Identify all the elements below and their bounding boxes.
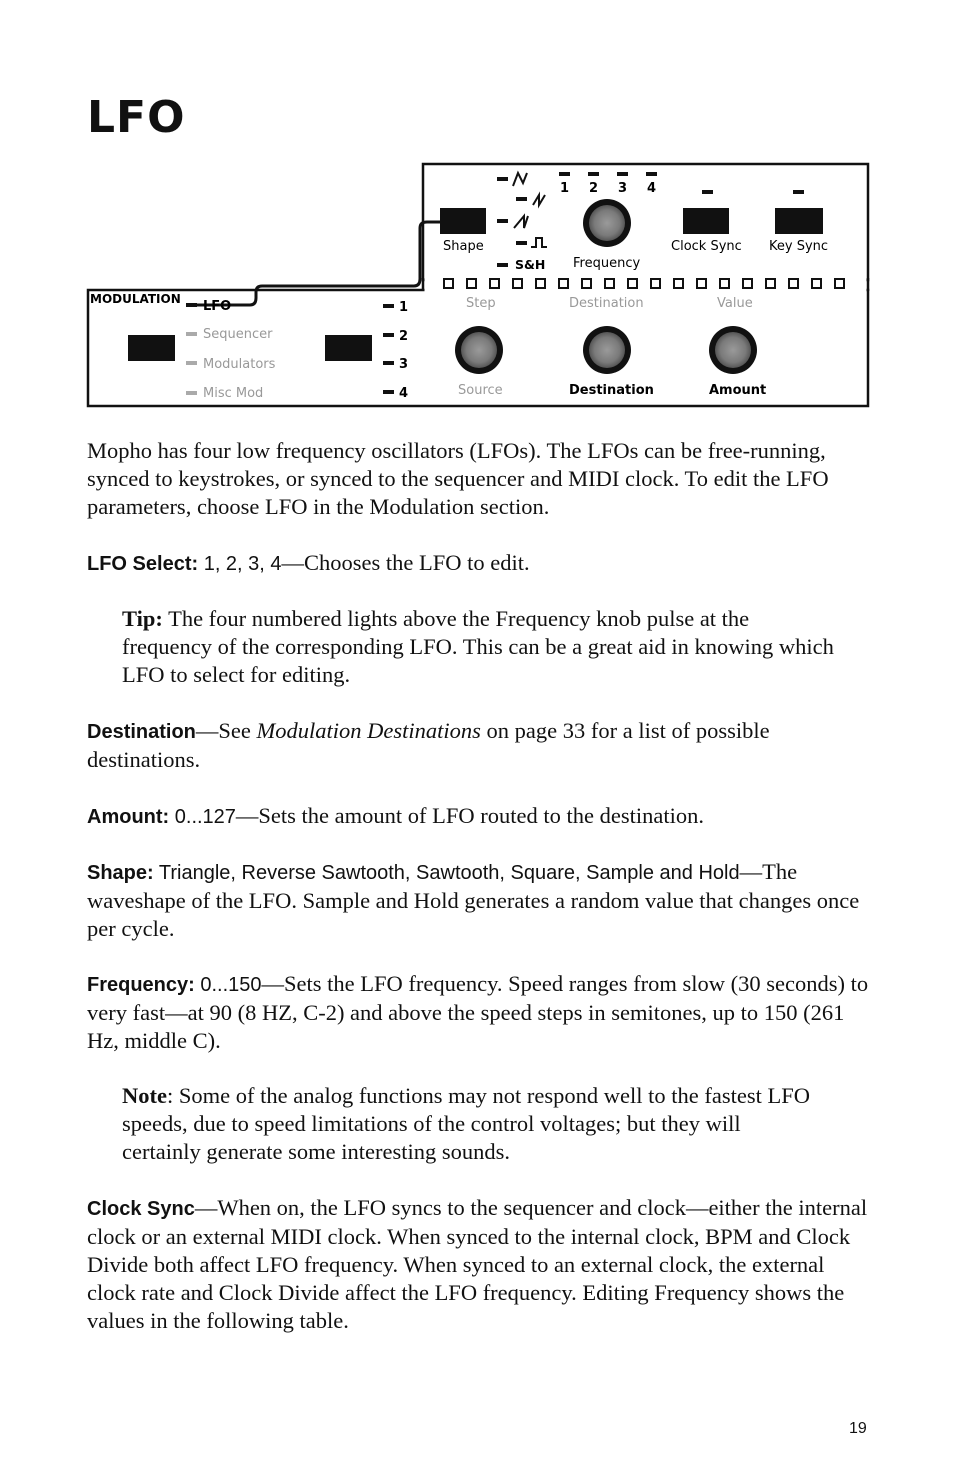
page-title: LFO bbox=[87, 92, 186, 143]
intro-paragraph: Mopho has four low frequency oscillators (LFOs). The LFOs can be free-running, synced to keystrokes, or synced to the sequencer and MIDI clock. To edit the LFO parameters, choose LFO in the Modulation section. bbox=[87, 438, 829, 519]
key-sync-button[interactable] bbox=[775, 208, 823, 234]
menu-modulators: Modulators bbox=[203, 357, 276, 372]
key-sync-label: Key Sync bbox=[769, 239, 829, 254]
lfo-number-2: 2 bbox=[399, 329, 409, 344]
modulation-label: MODULATION bbox=[90, 292, 181, 306]
clock-sync-label: Clock Sync bbox=[671, 239, 742, 254]
source-label: Source bbox=[458, 383, 503, 398]
lfo-number-1: 1 bbox=[399, 300, 409, 315]
amount-knob[interactable] bbox=[709, 326, 757, 374]
value-label: Value bbox=[717, 296, 753, 311]
tip-paragraph: Tip: The four numbered lights above the Frequency knob pulse at the frequency of the corresponding LFO. This can be a great aid in knowing which LFO to select for editing. bbox=[122, 606, 834, 687]
sh-label: S&H bbox=[515, 257, 546, 272]
lfo-number-4: 4 bbox=[399, 386, 409, 401]
shape-label: Shape bbox=[443, 239, 484, 254]
menu-sequencer: Sequencer bbox=[203, 327, 273, 342]
frequency-knob[interactable] bbox=[583, 199, 631, 247]
frequency-paragraph: Frequency: 0...150—Sets the LFO frequency. Speed ranges from slow (30 seconds) to very fast—at 90 (8 HZ, C-2) and above the speed steps in semitones, up to 150 (261 Hz, middle C). bbox=[87, 971, 869, 1053]
freq-number-1: 1 bbox=[560, 181, 570, 196]
freq-number-4: 4 bbox=[647, 181, 657, 196]
source-knob[interactable] bbox=[455, 326, 503, 374]
destination-label: Destination bbox=[569, 383, 654, 398]
destination-knob[interactable] bbox=[583, 326, 631, 374]
freq-number-3: 3 bbox=[618, 181, 628, 196]
clock-sync-paragraph: Clock Sync—When on, the LFO syncs to the sequencer and clock—either the internal clock or an external MIDI clock. When synced to the internal clock, BPM and Clock Divide both affect LFO frequency. When synced to an external clock, the external clock rate and Clock Divide affect the LFO frequency. Editing Frequency shows the values in the following table. bbox=[87, 1195, 868, 1333]
amount-label: Amount bbox=[709, 383, 767, 398]
shape-button[interactable] bbox=[440, 208, 486, 234]
page-number: 19 bbox=[849, 1420, 867, 1437]
lfo-panel-diagram bbox=[0, 0, 954, 420]
freq-number-2: 2 bbox=[589, 181, 599, 196]
step-label: Step bbox=[466, 296, 496, 311]
lfo-number-3: 3 bbox=[399, 357, 409, 372]
destination-top-label: Destination bbox=[569, 296, 644, 311]
frequency-label: Frequency bbox=[573, 256, 641, 271]
clock-sync-button[interactable] bbox=[683, 208, 729, 234]
note-paragraph: Note: Some of the analog functions may not respond well to the fastest LFO speeds, due to speed limitations of the control voltages; but they will certainly generate some interesting sounds. bbox=[122, 1083, 810, 1164]
menu-misc-mod: Misc Mod bbox=[203, 386, 264, 401]
shape-paragraph: Shape: Triangle, Reverse Sawtooth, Sawtooth, Square, Sample and Hold—The waveshape of the LFO. Sample and Hold generates a random value that changes once per cycle. bbox=[87, 859, 860, 941]
menu-lfo: LFO bbox=[203, 299, 232, 314]
amount-paragraph: Amount: 0...127—Sets the amount of LFO routed to the destination. bbox=[87, 803, 704, 828]
lfo-select-button[interactable] bbox=[325, 335, 372, 361]
destination-paragraph: Destination—See Modulation Destinations on page 33 for a list of possible destinations. bbox=[87, 718, 770, 772]
lfo-select-paragraph: LFO Select: 1, 2, 3, 4—Chooses the LFO to edit. bbox=[87, 550, 530, 575]
modulation-select-button[interactable] bbox=[128, 335, 175, 361]
